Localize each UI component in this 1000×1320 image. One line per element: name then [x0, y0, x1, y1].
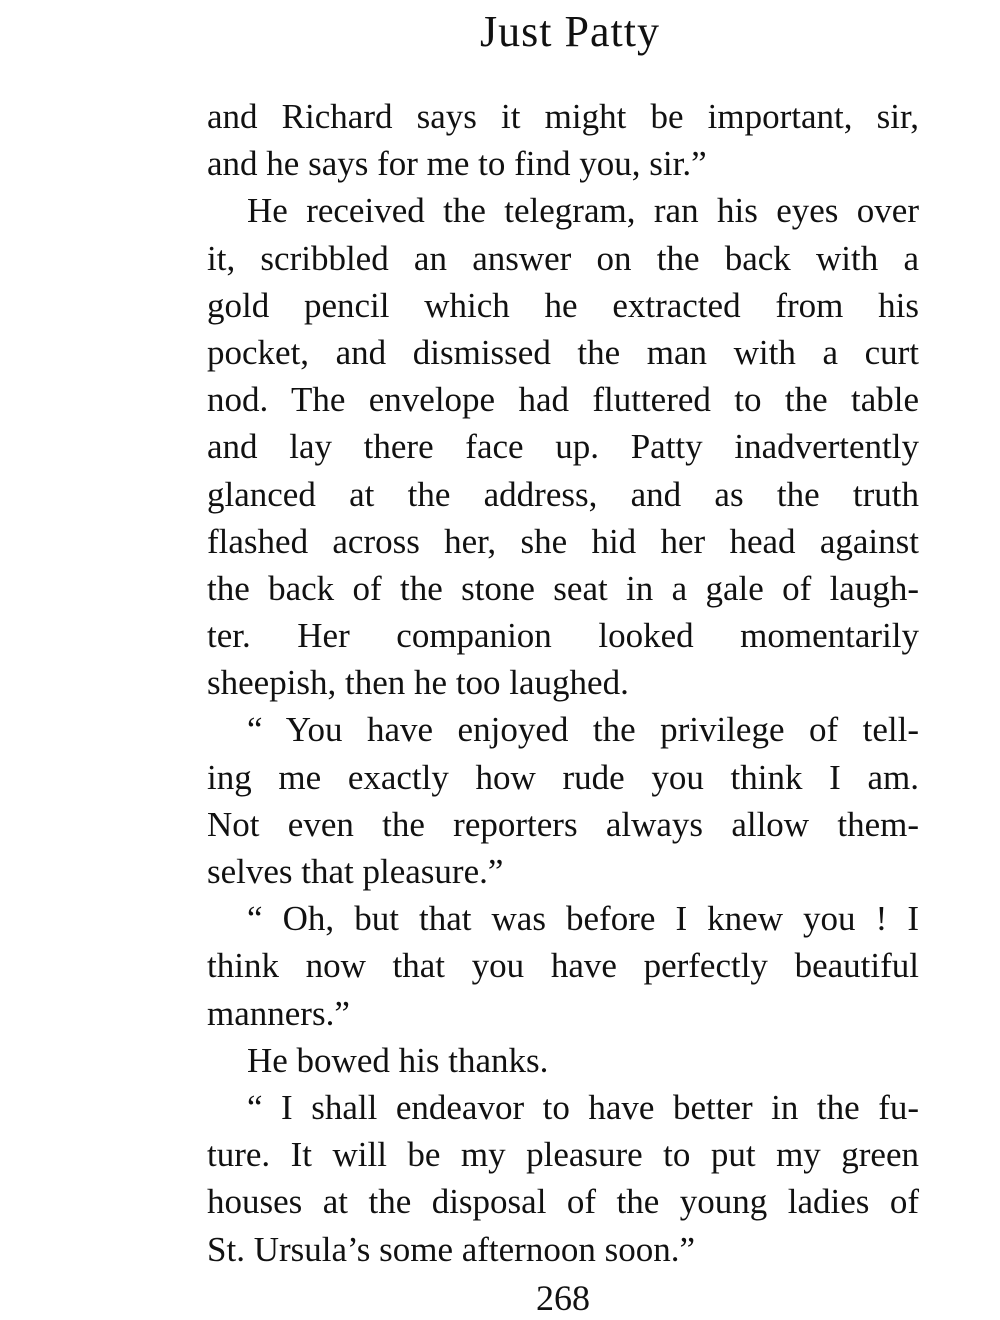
text-line: “ You have enjoyed the privilege of tell- [247, 710, 919, 750]
text-line: glanced at the address, and as the truth [207, 474, 919, 514]
text-line: St. Ursula’s some afternoon soon.” [207, 1229, 695, 1269]
text-line: He received the telegram, ran his eyes over [247, 191, 919, 231]
text-line: “ Oh, but that was before I knew you ! I [247, 899, 919, 939]
text-line: ture. It will be my pleasure to put my green [207, 1135, 919, 1175]
text-line: ing me exactly how rude you think I am. [207, 757, 919, 797]
text-line: manners.” [207, 993, 350, 1033]
text-line: He bowed his thanks. [247, 1040, 549, 1080]
text-line: and Richard says it might be important, sir, [207, 97, 919, 136]
running-head: Just Patty [480, 7, 660, 56]
text-line: ter. Her companion looked momentarily [207, 616, 919, 656]
text-line: houses at the disposal of the young ladies of [207, 1182, 919, 1222]
text-line: “ I shall endeavor to have better in the fu- [247, 1087, 919, 1127]
text-line: it, scribbled an answer on the back with a [207, 238, 919, 278]
text-line: Not even the reporters always allow them- [207, 804, 919, 844]
text-line: nod. The envelope had fluttered to the table [207, 380, 919, 420]
text-line: gold pencil which he extracted from his [207, 285, 919, 325]
page-number: 268 [536, 1278, 590, 1318]
text-line: sheepish, then he too laughed. [207, 663, 629, 703]
text-line: flashed across her, she hid her head against [207, 521, 919, 561]
text-line: and lay there face up. Patty inadvertently [207, 427, 919, 467]
text-line: selves that pleasure.” [207, 852, 504, 891]
body-text [207, 93, 919, 1273]
text-line: and he says for me to find you, sir.” [207, 144, 707, 184]
text-line: think now that you have perfectly beautiful [207, 946, 919, 986]
text-line: pocket, and dismissed the man with a curt [207, 332, 919, 372]
text-line: the back of the stone seat in a gale of laugh- [207, 568, 919, 608]
